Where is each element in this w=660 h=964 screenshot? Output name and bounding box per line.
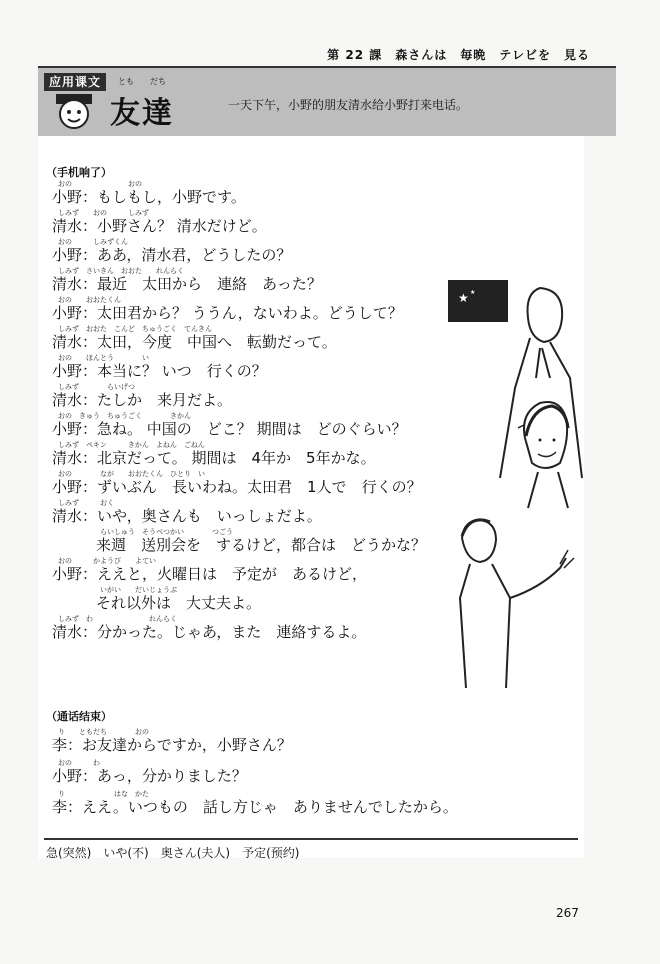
ruby-line: り はな かた <box>58 790 149 798</box>
speaker: 清水 <box>52 275 83 293</box>
utterance: 太田，今度 中国へ 転勤だって。 <box>97 333 337 351</box>
dialogue-line <box>52 246 291 264</box>
speaker: 李 <box>52 736 68 754</box>
utterance: いや，奥さんも いっしょだよ。 <box>97 507 322 525</box>
dialogue-line <box>52 623 366 641</box>
section-badge: 应用课文 <box>44 73 106 91</box>
utterance: 急ね。 中国の どこ？ 期間は どのぐらい？ <box>97 420 407 438</box>
ruby-line: おの おの <box>58 180 142 188</box>
ruby-line: おの かようび よてい <box>58 557 156 565</box>
speaker-colon: ： <box>82 767 98 785</box>
ruby-line: り ともだち おの <box>58 728 149 736</box>
ruby-line: おの ほんとう い <box>58 354 149 362</box>
utterance: それ以外は 大丈夫よ。 <box>96 594 262 612</box>
utterance: たしか 来月だよ。 <box>97 391 233 409</box>
dialogue-line <box>52 478 422 496</box>
speaker: 清水 <box>52 333 83 351</box>
speaker: 清水 <box>52 449 83 467</box>
ruby-line: しみず わ れんらく <box>58 615 177 623</box>
dialogue-line <box>96 594 261 612</box>
ruby: とも <box>118 77 134 86</box>
speaker-colon: ： <box>67 798 83 816</box>
ruby-line: しみず らいげつ <box>58 383 135 391</box>
speaker-colon: ： <box>82 217 98 235</box>
ruby-line: らいしゅう そうべつかい つごう <box>100 528 233 536</box>
utterance: 本当に？ いつ 行くの？ <box>97 362 267 380</box>
ruby-line: おの おおたくん <box>58 296 121 304</box>
speaker: 小野 <box>52 188 83 206</box>
utterance: 北京だって。 期間は 4年か 5年かな。 <box>97 449 376 467</box>
dialogue-line <box>52 391 232 409</box>
speaker-colon: ： <box>82 420 98 438</box>
utterance: 小野さん？ 清水だけど。 <box>97 217 267 235</box>
utterance: あっ，分かりました？ <box>97 767 247 785</box>
speaker: 清水 <box>52 623 83 641</box>
speaker-colon: ： <box>82 478 98 496</box>
ruby-line: おの なが おおたくん ひとり い <box>58 470 205 478</box>
speaker: 清水 <box>52 507 83 525</box>
speaker: 小野 <box>52 246 83 264</box>
utterance: 太田君から？ ううん，ないわよ。どうして？ <box>97 304 403 322</box>
ruby-line: いがい だいじょうぶ <box>100 586 177 594</box>
speaker-colon: ： <box>82 362 98 380</box>
utterance: 分かった。じゃあ，また 連絡するよ。 <box>97 623 367 641</box>
dialogue-line <box>52 275 322 293</box>
dialogue-line <box>52 449 376 467</box>
footer-rule <box>44 838 578 840</box>
dialogue-line <box>52 362 267 380</box>
utterance: ずいぶん 長いわね。太田君 1人で 行くの？ <box>97 478 422 496</box>
speaker: 小野 <box>52 767 83 785</box>
dialogue-line <box>52 217 267 235</box>
ruby-line: しみず おく <box>58 499 114 507</box>
dialogue-line <box>52 767 247 785</box>
dialogue-line <box>52 798 458 816</box>
dialogue-line <box>52 507 322 525</box>
dialogue-line <box>52 420 407 438</box>
utterance: ええ。いつもの 話し方じゃ ありませんでしたから。 <box>82 798 458 816</box>
speaker: 李 <box>52 798 68 816</box>
dialogue-line <box>52 565 367 583</box>
lesson-name <box>110 77 174 132</box>
utterance: もしもし，小野です。 <box>97 188 246 206</box>
speaker: 小野 <box>52 420 83 438</box>
speaker: 小野 <box>52 362 83 380</box>
dialogue-line <box>52 188 246 206</box>
situation-text: 一天下午，小野的朋友清水给小野打来电话。 <box>228 98 469 112</box>
dialogue-line <box>52 333 337 351</box>
speaker-colon: ： <box>82 565 98 583</box>
ruby-line: しみず おの しみず <box>58 209 149 217</box>
dialogue-line <box>96 536 426 554</box>
speaker-colon: ： <box>67 736 83 754</box>
ruby: だち <box>150 77 166 86</box>
speaker-colon: ： <box>82 333 98 351</box>
stage-direction: （通话结束） <box>46 710 112 723</box>
speaker-colon: ： <box>82 246 98 264</box>
speaker: 小野 <box>52 304 83 322</box>
ruby-line: おの わ <box>58 759 100 767</box>
face-icon <box>50 94 98 130</box>
vocabulary-notes: 急(突然) いや(不) 奥さん(夫人) 予定(预约) <box>46 846 300 860</box>
svg-text:★: ★ <box>458 291 469 305</box>
utterance: ああ，清水君，どうしたの？ <box>97 246 292 264</box>
utterance: 最近 太田から 連絡 あった？ <box>97 275 322 293</box>
utterance: ええと，火曜日は 予定が あるけど， <box>97 565 368 583</box>
speaker-colon: ： <box>82 275 98 293</box>
page-number: 267 <box>556 906 579 920</box>
speaker: 清水 <box>52 391 83 409</box>
ruby-line: おの きゅう ちゅうごく きかん <box>58 412 191 420</box>
speaker: 清水 <box>52 217 83 235</box>
dialogue-line <box>52 304 403 322</box>
utterance: お友達からですか，小野さん？ <box>82 736 292 754</box>
lesson-title: 第 22 課 森さんは 毎晩 テレビを 見る <box>327 48 590 62</box>
lesson-name-text: 友達 <box>110 96 174 131</box>
speaker-colon: ： <box>82 449 98 467</box>
dialogue-line <box>52 736 292 754</box>
speaker: 小野 <box>52 478 83 496</box>
characters-illustration <box>440 268 590 708</box>
speaker-colon: ： <box>82 188 98 206</box>
speaker-colon: ： <box>82 623 98 641</box>
ruby-line: しみず おおた こんど ちゅうごく てんきん <box>58 325 212 333</box>
stage-direction: （手机响了） <box>46 166 112 179</box>
ruby-line: しみず ペキン きかん よねん ごねん <box>58 441 205 449</box>
utterance: 来週 送別会を するけど，都合は どうかな？ <box>96 536 427 554</box>
svg-text:★: ★ <box>470 289 476 296</box>
ruby-line: しみず さいきん おおた れんらく <box>58 267 184 275</box>
speaker-colon: ： <box>82 391 98 409</box>
speaker: 小野 <box>52 565 83 583</box>
speaker-colon: ： <box>82 507 98 525</box>
speaker-colon: ： <box>82 304 98 322</box>
ruby-line: おの しみずくん <box>58 238 128 246</box>
